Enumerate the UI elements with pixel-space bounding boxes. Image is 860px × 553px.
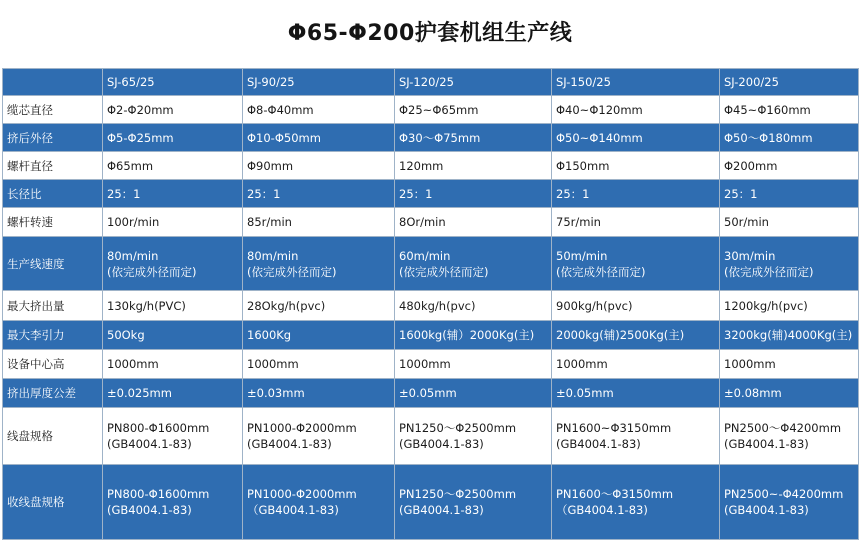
cell-line: 130kg/h(PVC) [107,298,186,313]
table-cell [552,124,720,152]
table-cell [243,237,395,291]
table-cell [720,237,859,291]
cell-line: ±0.03mm [247,386,305,400]
table-cell [103,208,243,237]
table-cell [395,408,552,465]
table-cell [552,291,720,321]
page-title: Φ65-Φ200护套机组生产线 [287,21,573,46]
cell-line: Φ30～Φ75mm [399,130,481,145]
table-cell [720,96,859,124]
table-cell [243,350,395,379]
table-cell [243,124,395,152]
spec-table [2,68,859,540]
table-cell [720,321,859,350]
cell-line: (依完成外径而定) [399,264,489,279]
cell-line: Φ5-Φ25mm [107,130,174,145]
table-row [3,291,859,321]
table-cell [103,96,243,124]
cell-line: ±0.08mm [724,386,782,400]
cell-line: Φ45~Φ160mm [724,102,811,117]
table-cell [395,379,552,408]
table-cell [552,208,720,237]
model-header: SJ-65/25 [103,69,243,96]
row-label: 长径比 [3,180,103,208]
table-cell [720,465,859,540]
table-cell [103,379,243,408]
cell-line: PN1250～Φ2500mm [399,487,517,501]
row-label: 收线盘规格 [3,465,103,540]
cell-line: (GB4004.1-83) [724,437,809,451]
cell-line: PN1600～Φ3150mm [556,487,674,501]
table-cell [720,408,859,465]
cell-line: 50Okg [107,328,145,342]
table-row [3,379,859,408]
cell-line: 1600kg(辅）2000Kg(主) [399,328,535,342]
cell-line: (GB4004.1-83) [107,503,192,517]
table-row [3,350,859,379]
cell-line: PN1000-Φ2000mm [247,487,357,501]
cell-line: (依完成外径而定) [107,264,197,279]
model-header: SJ-120/25 [395,69,552,96]
table-cell [103,124,243,152]
table-cell [243,208,395,237]
cell-line: 100r/min [107,215,160,229]
table-cell [552,237,720,291]
cell-line: PN800-Φ1600mm [107,421,210,435]
table-cell [103,152,243,180]
row-label: 挤出厚度公差 [3,379,103,408]
cell-line: 25：1 [556,186,590,201]
table-cell [720,291,859,321]
table-row [3,465,859,540]
table-row [3,237,859,291]
table-cell [720,208,859,237]
cell-line: (依完成外径而定) [247,264,337,279]
cell-line: 1000mm [247,357,299,371]
cell-line: PN1600~Φ3150mm [556,421,672,435]
cell-line: Φ150mm [556,158,610,173]
cell-line: Φ8-Φ40mm [247,102,314,117]
cell-line: (GB4004.1-83) [399,437,484,451]
table-cell [395,152,552,180]
cell-line: 1200kg/h(pvc) [724,298,808,313]
cell-line: 120mm [399,158,444,173]
cell-line: Φ2-Φ20mm [107,102,174,117]
cell-line: Φ10-Φ50mm [247,130,321,145]
table-cell [720,180,859,208]
table-cell [243,180,395,208]
cell-line: PN800-Φ1600mm [107,487,210,501]
table-cell [395,96,552,124]
cell-line: 8Or/min [399,215,446,229]
row-label: 螺杆转速 [3,208,103,237]
table-cell [720,124,859,152]
row-label: 线盘规格 [3,408,103,465]
cell-line: 2000kg(辅)2500Kg(主) [556,328,685,342]
cell-line: 1000mm [399,357,451,371]
cell-line: 1000mm [724,357,776,371]
cell-line: 75r/min [556,215,601,229]
table-cell [103,408,243,465]
cell-line: 50r/min [724,215,769,229]
cell-line: Φ200mm [724,158,778,173]
cell-line: (GB4004.1-83) [247,437,332,451]
table-cell [552,379,720,408]
table-cell [395,291,552,321]
table-cell [103,465,243,540]
cell-line: （GB4004.1-83) [247,503,339,517]
table-cell [395,321,552,350]
cell-line: PN1000-Φ2000mm [247,421,357,435]
table-row [3,321,859,350]
cell-line: 25：1 [247,186,281,201]
cell-line: (GB4004.1-83) [556,437,641,451]
table-cell [552,321,720,350]
table-cell [552,180,720,208]
table-cell [552,96,720,124]
cell-line: ±0.05mm [556,386,614,400]
row-label: 挤后外径 [3,124,103,152]
table-cell [243,152,395,180]
table-cell [395,465,552,540]
cell-line: (依完成外径而定) [724,264,814,279]
model-header: SJ-90/25 [243,69,395,96]
cell-line: ±0.05mm [399,386,457,400]
cell-line: PN2500～Φ4200mm [724,421,842,435]
cell-line: 25：1 [399,186,433,201]
row-label: 缆芯直径 [3,96,103,124]
table-row [3,208,859,237]
table-cell [395,124,552,152]
table-cell [243,379,395,408]
table-cell [552,152,720,180]
header-corner [3,69,103,96]
cell-line: 28Okg/h(pvc) [247,298,326,313]
cell-line: PN2500~-Φ4200mm [724,487,844,501]
cell-line: (GB4004.1-83) [107,437,192,451]
table-cell [720,350,859,379]
model-header: SJ-200/25 [720,69,859,96]
table-cell [395,208,552,237]
table-cell [243,291,395,321]
table-row [3,124,859,152]
table-row [3,180,859,208]
table-row [3,408,859,465]
cell-line: (GB4004.1-83) [399,503,484,517]
cell-line: Φ50~Φ140mm [556,130,643,145]
cell-line: 1000mm [107,357,159,371]
table-cell [243,321,395,350]
row-label: 设备中心高 [3,350,103,379]
model-header: SJ-150/25 [552,69,720,96]
table-cell [552,408,720,465]
cell-line: Φ25~Φ65mm [399,102,479,117]
cell-line: 30m/min [724,248,776,263]
table-row [3,96,859,124]
row-label: 最大李引力 [3,321,103,350]
cell-line: 1000mm [556,357,608,371]
row-label: 最大挤出量 [3,291,103,321]
table-cell [395,350,552,379]
cell-line: 50m/min [556,248,608,263]
cell-line: (依完成外径而定) [556,264,646,279]
cell-line: 60m/min [399,248,451,263]
table-cell [103,237,243,291]
table-cell [103,350,243,379]
cell-line: Φ90mm [247,158,294,173]
cell-line: 900kg/h(pvc) [556,298,633,313]
table-cell [552,465,720,540]
cell-line: Φ65mm [107,158,154,173]
table-cell [243,408,395,465]
cell-line: 480kg/h(pvc) [399,298,476,313]
table-cell [243,96,395,124]
table-cell [720,379,859,408]
table-cell [552,350,720,379]
cell-line: 80m/min [247,248,299,263]
table-cell [720,152,859,180]
table-cell [395,237,552,291]
cell-line: 25：1 [107,186,141,201]
cell-line: 80m/min [107,248,159,263]
table-cell [103,180,243,208]
cell-line: 25：1 [724,186,758,201]
cell-line: ±0.025mm [107,386,172,400]
table-row [3,152,859,180]
cell-line: 3200kg(辅)4000Kg(主) [724,328,853,342]
cell-line: （GB4004.1-83) [556,503,648,517]
row-label: 螺杆直径 [3,152,103,180]
table-cell [103,291,243,321]
cell-line: 1600Kg [247,328,292,342]
cell-line: Φ40~Φ120mm [556,102,643,117]
header-row [3,69,859,96]
table-cell [103,321,243,350]
cell-line: Φ50～Φ180mm [724,130,813,145]
table-cell [395,180,552,208]
cell-line: 85r/min [247,215,292,229]
cell-line: PN1250～Φ2500mm [399,421,517,435]
cell-line: (GB4004.1-83) [724,503,809,517]
table-cell [243,465,395,540]
row-label: 生产线速度 [3,237,103,291]
